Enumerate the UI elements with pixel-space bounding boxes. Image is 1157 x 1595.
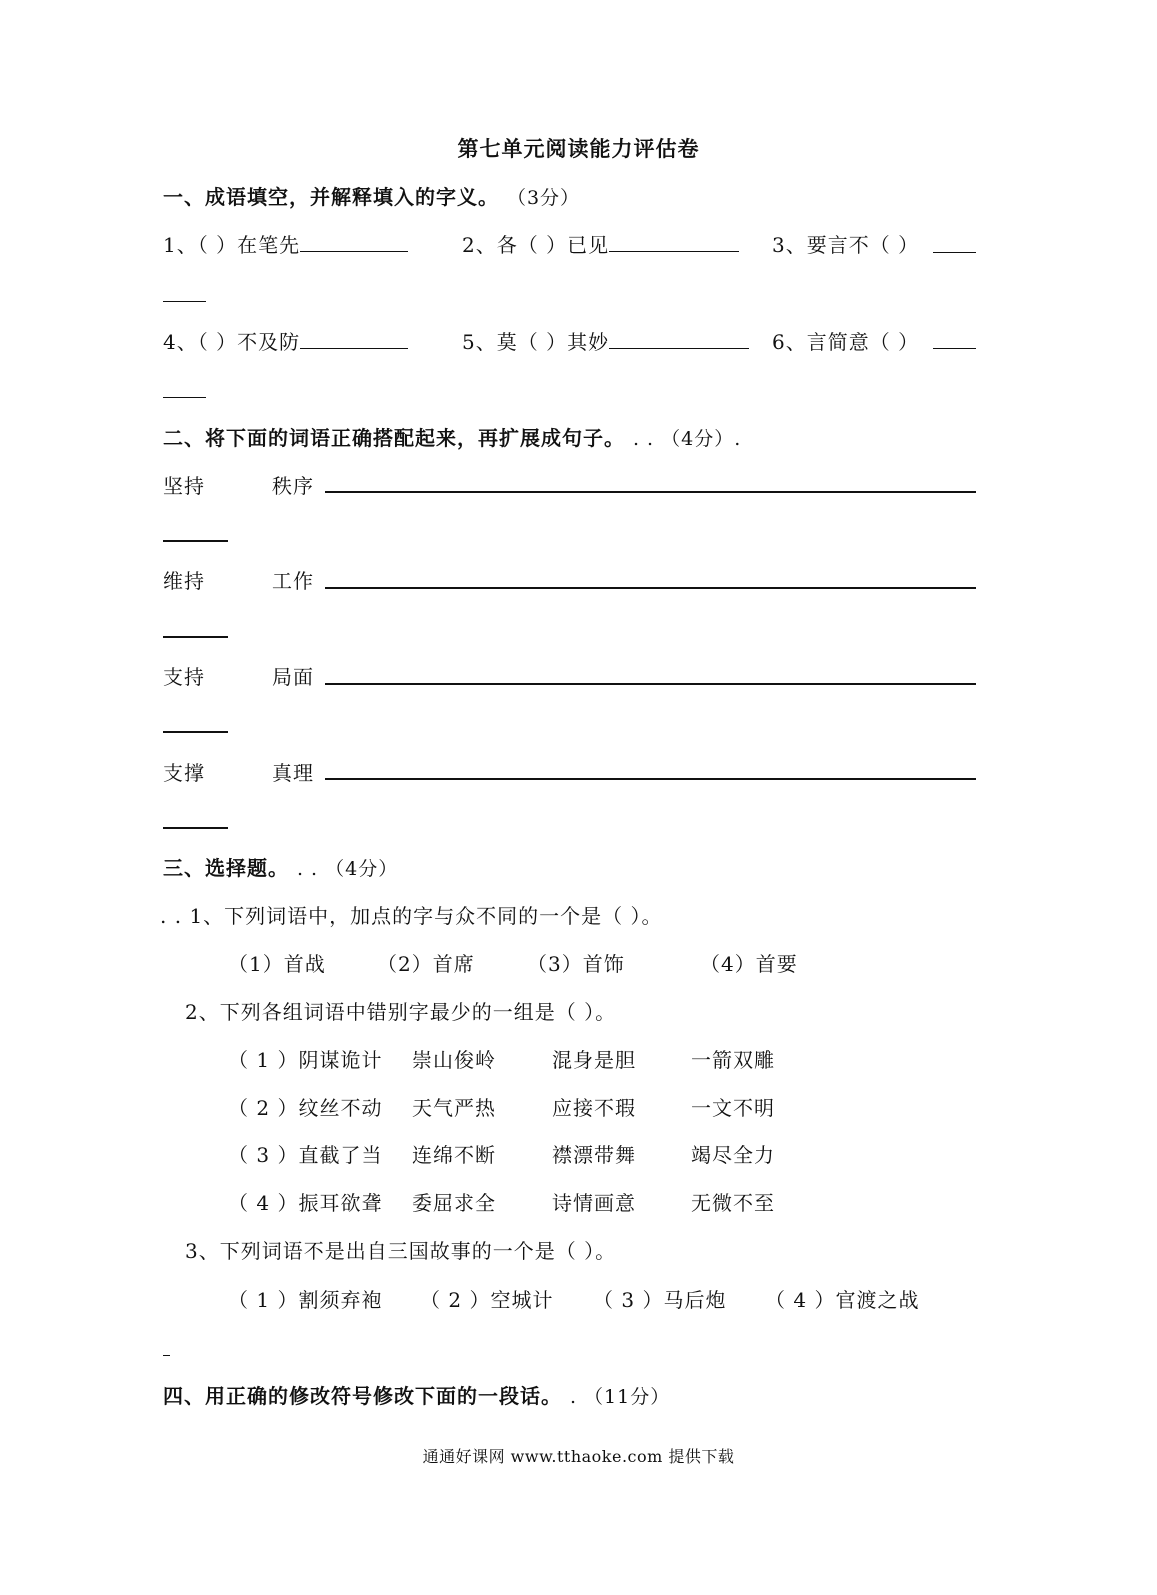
q2-group-1-word-2: 崇山俊岭: [412, 1048, 496, 1072]
idiom-item-2-text: 2、各（ ）已见: [462, 233, 610, 257]
q2-group-2-word-1[interactable]: （ 2 ）纹丝不动: [228, 1096, 383, 1120]
q2-group-3-word-2: 连绵不断: [412, 1143, 496, 1167]
question-1-prefix: . .: [160, 904, 183, 928]
section4-heading-text: 四、用正确的修改符号修改下面的一段话。: [163, 1384, 562, 1408]
question-1-text: 1、下列词语中，加点的字与众不同的一个是（ ）。: [189, 904, 663, 928]
match-left-word: 支撑: [163, 761, 205, 785]
q2-group-4-word-3: 诗情画意: [552, 1191, 636, 1215]
section1-heading-text: 一、成语填空，并解释填入的字义。: [163, 185, 499, 209]
answer-blank[interactable]: [163, 301, 206, 302]
idiom-item-1-text: 1、（ ）在笔先: [163, 233, 301, 257]
match-right-word: 真理: [272, 761, 314, 785]
q3-option-4[interactable]: （ 4 ）官渡之战: [765, 1288, 920, 1312]
idiom-item-2: [462, 229, 739, 258]
match-right-word: 工作: [272, 569, 314, 593]
match-left-word: 维持: [163, 569, 205, 593]
idiom-item-5-text: 5、莫（ ）其妙: [462, 330, 610, 354]
idiom-item-4: [163, 326, 408, 355]
section4-heading: [163, 1380, 670, 1409]
match-right-word: 秩序: [272, 474, 314, 498]
section4-score: . （11分）: [569, 1386, 671, 1408]
q2-group-2-word-2: 天气严热: [412, 1096, 496, 1120]
q2-group-4-word-1[interactable]: （ 4 ）振耳欲聋: [228, 1191, 383, 1215]
idiom-item-6-text: 6、言简意（ ）: [772, 330, 920, 354]
q2-group-4-word-4: 无微不至: [691, 1191, 775, 1215]
sentence-answer-line[interactable]: [163, 540, 228, 542]
q2-group-2-word-3: 应接不瑕: [552, 1096, 636, 1120]
q1-option-2[interactable]: （2）首席: [377, 952, 475, 976]
page-title: 第七单元阅读能力评估卷: [457, 136, 700, 161]
section3-heading: [163, 852, 398, 881]
q3-option-1[interactable]: （ 1 ）割须弃袍: [228, 1288, 383, 1312]
answer-blank[interactable]: [933, 252, 976, 253]
q2-group-3-word-1[interactable]: （ 3 ）直截了当: [228, 1143, 383, 1167]
answer-blank[interactable]: [609, 231, 739, 252]
question-2-text: 2、下列各组词语中错别字最少的一组是（ ）。: [185, 1000, 617, 1024]
q1-option-4[interactable]: （4）首要: [700, 952, 798, 976]
q1-option-1[interactable]: （1）首战: [228, 952, 326, 976]
sentence-answer-line[interactable]: [163, 636, 228, 638]
footer-credit: 通通好课网 www.tthaoke.com 提供下载: [422, 1447, 735, 1466]
idiom-item-5: [462, 326, 749, 355]
question-3-text: 3、下列词语不是出自三国故事的一个是（ ）。: [185, 1239, 617, 1263]
idiom-item-3-text: 3、要言不（ ）: [772, 233, 920, 257]
answer-blank[interactable]: [933, 348, 976, 349]
idiom-item-3: [772, 229, 919, 258]
match-right-word: 局面: [272, 665, 314, 689]
q2-group-2-word-4: 一文不明: [691, 1096, 775, 1120]
q2-group-4-word-2: 委屈求全: [412, 1191, 496, 1215]
idiom-item-4-text: 4、（ ）不及防: [163, 330, 301, 354]
stray-mark: [163, 1355, 170, 1356]
sentence-answer-line[interactable]: [325, 587, 976, 589]
section2-score: . . （4分）.: [632, 428, 742, 450]
answer-blank[interactable]: [609, 328, 749, 349]
q2-group-1-word-1[interactable]: （ 1 ）阴谋诡计: [228, 1048, 383, 1072]
section2-heading: [163, 422, 741, 451]
q1-option-3[interactable]: （3）首饰: [527, 952, 625, 976]
sentence-answer-line[interactable]: [163, 827, 228, 829]
sentence-answer-line[interactable]: [325, 778, 976, 780]
section1-score: （3分）: [506, 187, 581, 209]
section2-heading-text: 二、将下面的词语正确搭配起来，再扩展成句子。: [163, 426, 625, 450]
q3-option-3[interactable]: （ 3 ）马后炮: [593, 1288, 727, 1312]
sentence-answer-line[interactable]: [325, 491, 976, 493]
q3-option-2[interactable]: （ 2 ）空城计: [420, 1288, 554, 1312]
answer-blank[interactable]: [300, 328, 408, 349]
idiom-item-6: [772, 326, 919, 355]
q2-group-3-word-4: 竭尽全力: [691, 1143, 775, 1167]
section1-heading: [163, 181, 580, 210]
q2-group-3-word-3: 襟漂带舞: [552, 1143, 636, 1167]
match-left-word: 坚持: [163, 474, 205, 498]
section3-score: . . （4分）: [296, 858, 399, 880]
idiom-item-1: [163, 229, 408, 258]
question-1: [160, 900, 663, 929]
sentence-answer-line[interactable]: [163, 731, 228, 733]
answer-blank[interactable]: [300, 231, 408, 252]
answer-blank[interactable]: [163, 397, 206, 398]
section3-heading-text: 三、选择题。: [163, 856, 289, 880]
match-left-word: 支持: [163, 665, 205, 689]
sentence-answer-line[interactable]: [325, 683, 976, 685]
q2-group-1-word-4: 一箭双雕: [691, 1048, 775, 1072]
q2-group-1-word-3: 混身是胆: [552, 1048, 636, 1072]
